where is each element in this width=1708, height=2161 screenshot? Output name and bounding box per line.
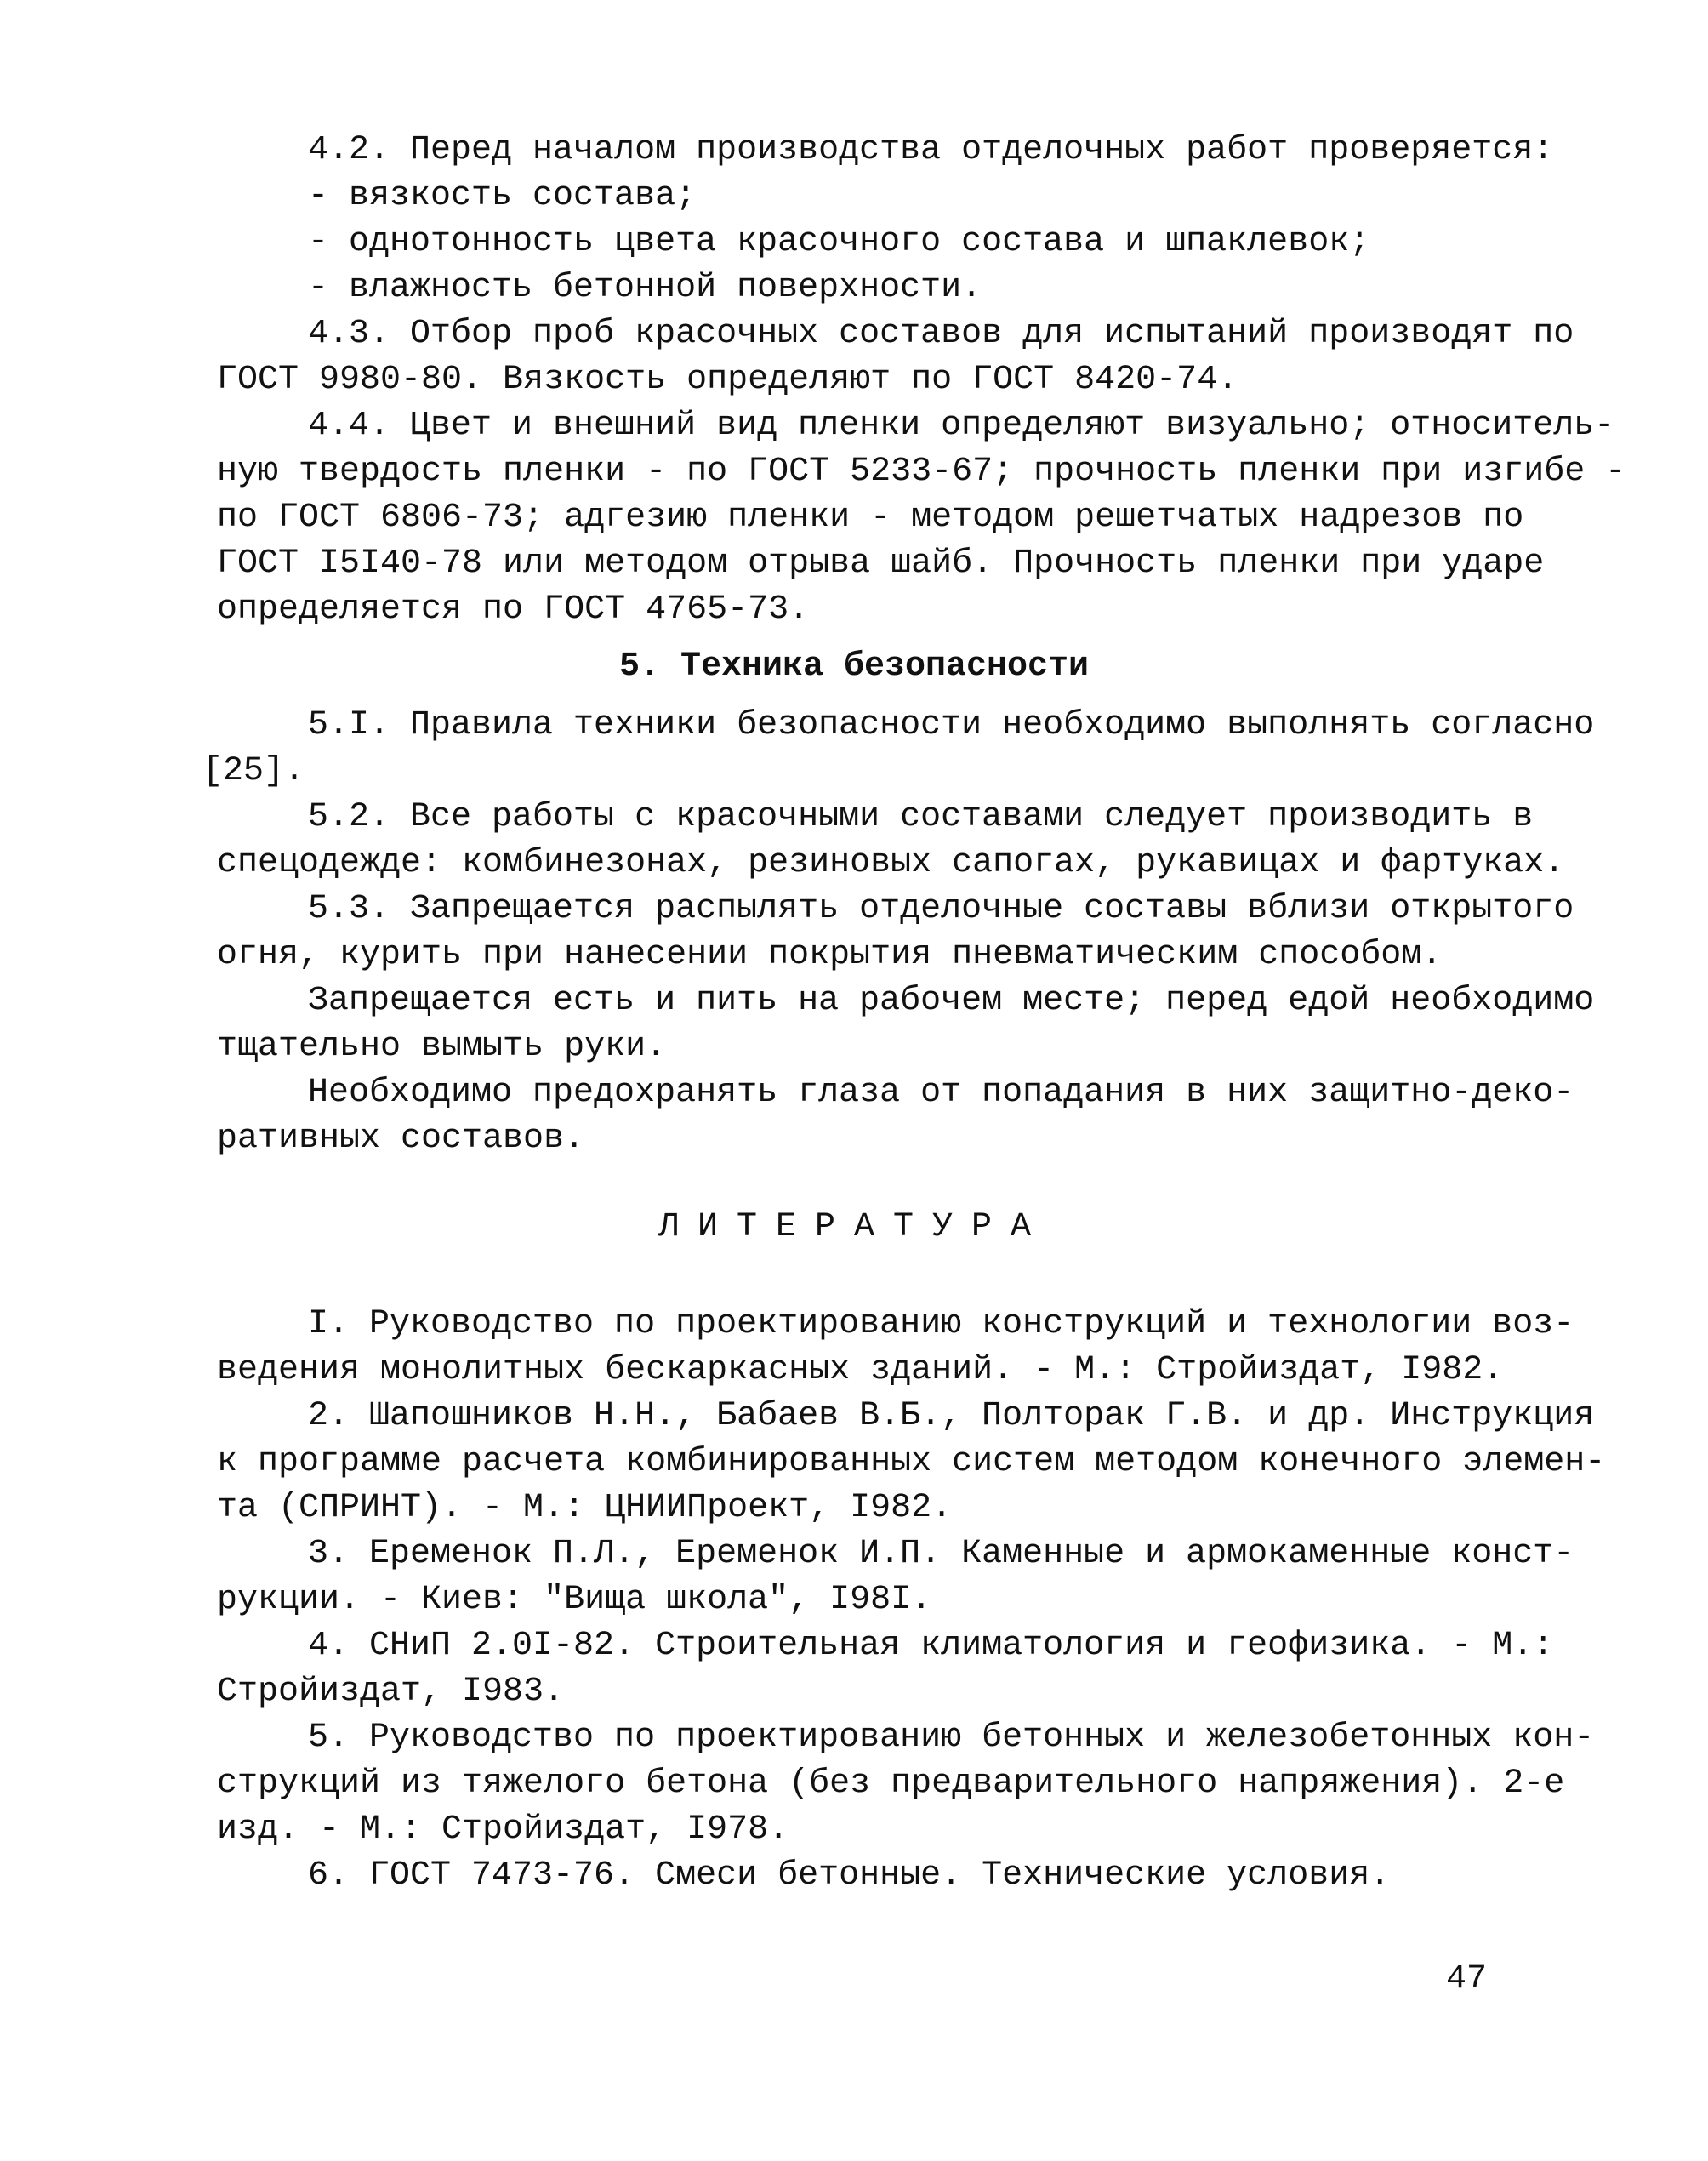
literature-heading: ЛИТЕРАТУРА [658,1208,1050,1246]
text-line: определяется по ГОСТ 4765-73. [217,590,810,629]
text-line: тщательно вымыть руки. [217,1028,667,1066]
reference-line: 2. Шапошников Н.Н., Бабаев В.Б., Полторак Г.В. и др. Инструкция [308,1397,1595,1435]
reference-line: I. Руководство по проектированию конструкций и технологии воз- [308,1305,1574,1343]
reference-line: ведения монолитных бескаркасных зданий. - М.: Стройиздат, I982. [217,1351,1504,1389]
text-line: 5.I. Правила техники безопасности необходимо выполнять согласно [308,706,1595,744]
reference-line: рукции. - Киев: "Вища школа", I98I. [217,1581,932,1619]
text-line: ГОСТ I5I40-78 или методом отрыва шайб. Прочность пленки при ударе [217,545,1545,583]
page-number: 47 [1446,1960,1488,1998]
reference-line: та (СПРИНТ). - М.: ЦНИИПроект, I982. [217,1489,953,1527]
text-line: 5.2. Все работы с красочными составами следует производить в [308,798,1534,836]
reference-line: изд. - М.: Стройиздат, I978. [217,1810,789,1849]
text-line: - влажность бетонной поверхности. [308,269,982,307]
reference-line: к программе расчета комбинированных систем методом конечного элемен- [217,1443,1606,1481]
text-line: - вязкость состава; [308,177,697,215]
text-line: 4.4. Цвет и внешний вид пленки определяют визуально; относитель- [308,407,1615,445]
text-line: Необходимо предохранять глаза от попадания в них защитно-деко- [308,1074,1574,1112]
reference-line: струкций из тяжелого бетона (без предварительного напряжения). 2-е [217,1765,1565,1803]
text-line: огня, курить при нанесении покрытия пневматическим способом. [217,936,1443,974]
text-line: Запрещается есть и пить на рабочем месте; перед едой необходимо [308,982,1595,1020]
text-line: - однотонность цвета красочного состава и шпаклевок; [308,223,1370,261]
reference-line: 6. ГОСТ 7473-76. Смеси бетонные. Технические условия. [308,1856,1391,1895]
text-line: по ГОСТ 6806-73; адгезию пленки - методом решетчатых надрезов по [217,499,1524,537]
text-line: ративных составов. [217,1120,585,1158]
reference-line: 4. СНиП 2.0I-82. Строительная климатология и геофизика. - М.: [308,1627,1554,1665]
reference-line: 5. Руководство по проектированию бетонных и железобетонных кон- [308,1719,1595,1757]
text-line: ную твердость пленки - по ГОСТ 5233-67; прочность пленки при изгибе - [217,453,1626,491]
text-line: 4.3. Отбор проб красочных составов для испытаний производят по [308,315,1574,353]
section-heading: 5. Техника безопасности [618,647,1090,686]
text-line: 5.3. Запрещается распылять отделочные составы вблизи открытого [308,890,1574,928]
text-line: спецодежде: комбинезонах, резиновых сапогах, рукавицах и фартуках. [217,844,1565,882]
text-line: ГОСТ 9980-80. Вязкость определяют по ГОСТ 8420-74. [217,361,1238,399]
reference-line: Стройиздат, I983. [217,1673,565,1711]
text-line: [25]. [202,752,305,790]
text-line: 4.2. Перед началом производства отделочных работ проверяется: [308,131,1554,169]
reference-line: 3. Еременок П.Л., Еременок И.П. Каменные и армокаменные конст- [308,1535,1574,1573]
